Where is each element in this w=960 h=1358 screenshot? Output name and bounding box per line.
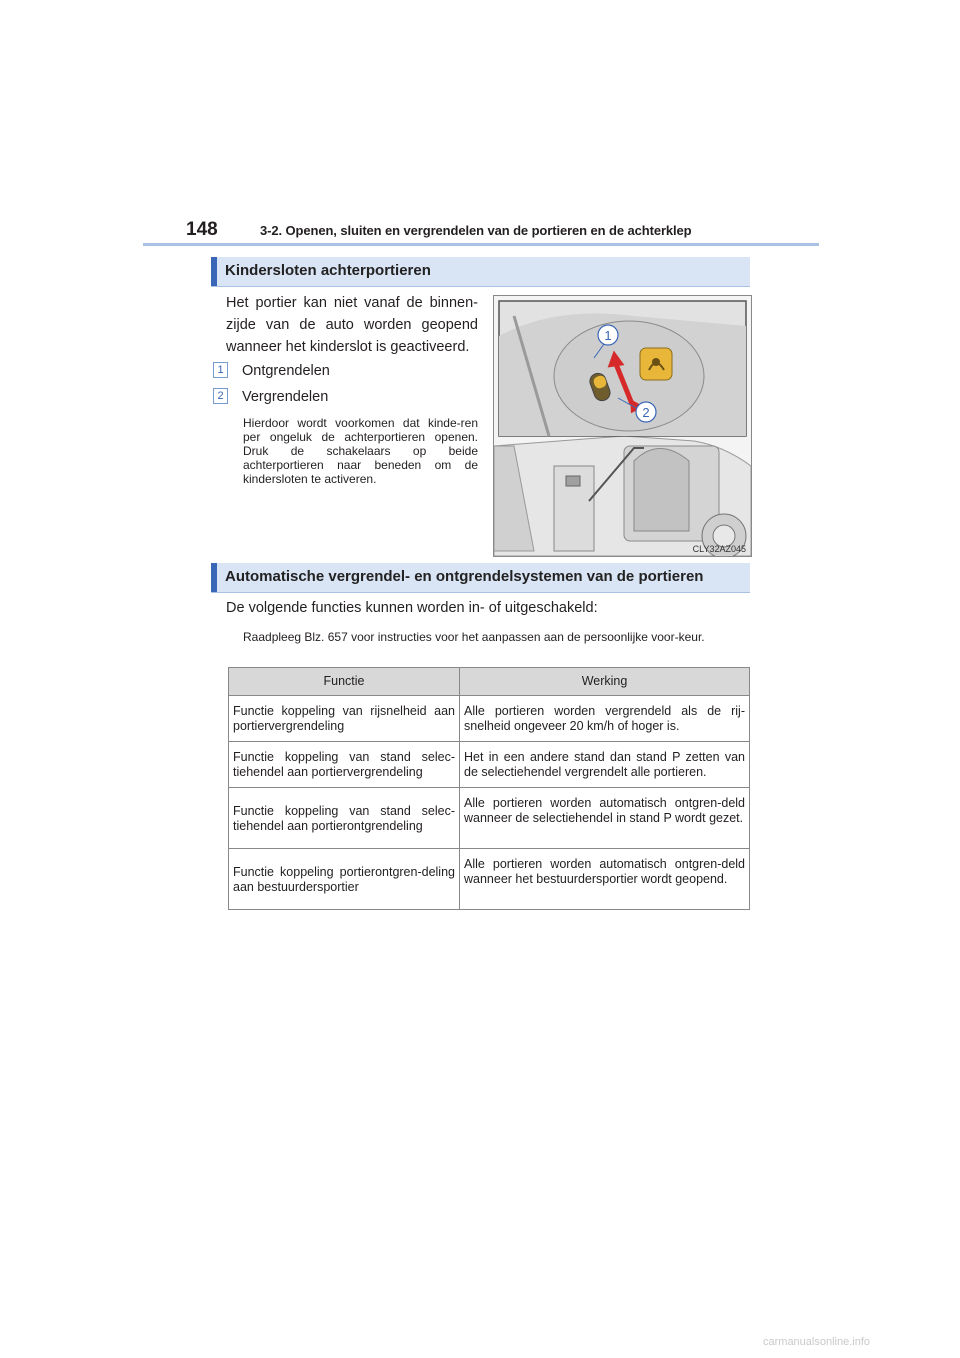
table-row bbox=[229, 696, 750, 742]
section-accent bbox=[211, 563, 217, 592]
table-cell-function: Functie koppeling portierontgren-deling aan bestuurdersportier bbox=[229, 849, 460, 910]
figure-code: CLY32AZ045 bbox=[692, 544, 746, 554]
list-item-label: Ontgrendelen bbox=[242, 363, 330, 379]
zoom-inset bbox=[499, 301, 746, 436]
section-title-bar-child-locks bbox=[211, 257, 750, 287]
callout-2-label: 2 bbox=[642, 405, 650, 420]
page-number: 148 bbox=[186, 219, 218, 240]
table-row bbox=[229, 788, 750, 849]
table-row bbox=[229, 849, 750, 910]
callout-number-2: 2 bbox=[213, 388, 228, 404]
customization-note: Raadpleeg Blz. 657 voor instructies voor het aanpassen aan de persoonlijke voor-keur. bbox=[243, 630, 705, 644]
table-cell-function: Functie koppeling van stand selec-tiehendel aan portiervergrendeling bbox=[229, 742, 460, 788]
list-item-label: Vergrendelen bbox=[242, 389, 329, 405]
table-cell-operation: Alle portieren worden vergrendeld als de rij-snelheid ongeveer 20 km/h of hoger is. bbox=[460, 696, 750, 742]
table-cell-operation: Het in een andere stand dan stand P zetten van de selectiehendel vergrendelt alle portieren. bbox=[460, 742, 750, 788]
intro-paragraph: Het portier kan niet vanaf de binnen-zijde van de auto worden geopend wanneer het kinderslot is geactiveerd. bbox=[226, 295, 478, 355]
table-cell-operation: Alle portieren worden automatisch ontgren-deld wanneer het bestuurdersportier wordt geopend. bbox=[460, 849, 750, 910]
callout-1-label: 1 bbox=[604, 328, 612, 343]
column-header-function: Functie bbox=[229, 668, 460, 696]
table-row bbox=[229, 742, 750, 788]
header-rule bbox=[143, 243, 819, 246]
table-cell-function: Functie koppeling van stand selec-tiehendel aan portierontgrendeling bbox=[229, 788, 460, 849]
functions-intro: De volgende functies kunnen worden in- of uitgeschakeld: bbox=[226, 600, 598, 616]
section-accent bbox=[211, 257, 217, 286]
list-item-lock bbox=[213, 388, 328, 405]
car-body-drawing bbox=[494, 436, 751, 556]
list-item-unlock bbox=[213, 362, 330, 379]
table-cell-operation: Alle portieren worden automatisch ontgren-deld wanneer de selectiehendel in stand P wordt gezet. bbox=[460, 788, 750, 849]
watermark[interactable]: carmanualsonline.info bbox=[763, 1336, 871, 1348]
section-title: Automatische vergrendel- en ontgrendelsystemen van de portieren bbox=[225, 568, 704, 585]
running-head: 3-2. Openen, sluiten en vergrendelen van de portieren en de achterklep bbox=[260, 223, 692, 238]
callout-number-1: 1 bbox=[213, 362, 228, 378]
column-header-operation: Werking bbox=[460, 668, 750, 696]
table-cell-function: Functie koppeling van rijsnelheid aan portiervergrendeling bbox=[229, 696, 460, 742]
section-title: Kindersloten achterportieren bbox=[225, 262, 431, 279]
note-paragraph: Hierdoor wordt voorkomen dat kinde-ren per ongeluk de achterportieren openen. Druk de schakelaars op beide achterportieren naar beneden om de kindersloten te activeren. bbox=[243, 416, 478, 486]
functions-table bbox=[228, 667, 750, 910]
table-header-row bbox=[229, 668, 750, 696]
section-title-bar-auto-lock bbox=[211, 563, 750, 593]
child-lock-illustration bbox=[493, 295, 752, 557]
